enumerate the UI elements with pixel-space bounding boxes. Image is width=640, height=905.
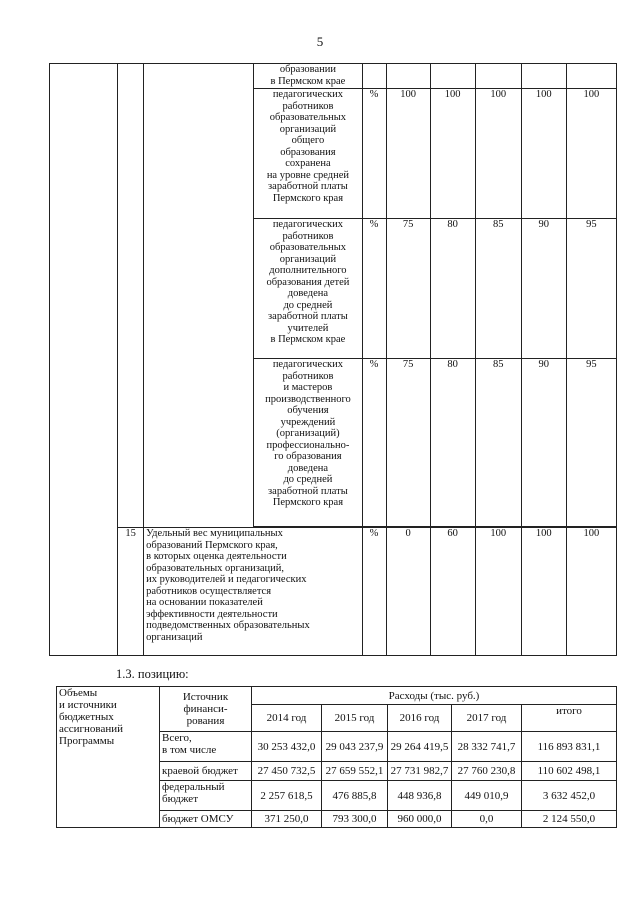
value-cell: 116 893 831,1 [522,732,617,762]
year-header: 2014 год [252,705,322,732]
value-cell: 30 253 432,0 [252,732,322,762]
value-cell: 2 124 550,0 [522,811,617,828]
indicator-text: педагогических работников образовательных организаций общего образования сохранена на уровне средней заработной платы Пермского края [254,89,362,219]
value-cell: 75 [386,219,430,359]
year-header: 2015 год [322,705,388,732]
value-cell: 27 731 982,7 [388,762,452,781]
value-cell: 448 936,8 [388,781,452,811]
value-cell: 29 043 237,9 [322,732,388,762]
source-header: Источник финанси- рования [160,687,252,732]
unit-cell: % [362,89,386,219]
value-cell [430,64,475,89]
table-row [50,64,617,89]
value-cell: 27 659 552,1 [322,762,388,781]
funding-table [56,686,617,828]
value-cell: 100 [566,528,616,656]
year-header: 2017 год [452,705,522,732]
value-cell: 27 760 230,8 [452,762,522,781]
value-cell: 110 602 498,1 [522,762,617,781]
unit-cell: % [362,528,386,656]
value-cell: 28 332 741,7 [452,732,522,762]
value-cell: 80 [430,359,475,527]
program-cell [50,64,118,656]
value-cell [475,64,521,89]
value-cell: 95 [566,359,616,527]
value-cell: 95 [566,219,616,359]
year-header: 2016 год [388,705,452,732]
value-cell: 80 [430,219,475,359]
table-row [50,528,617,656]
indicator-text: образовании в Пермском крае [254,64,362,89]
source-cell: Всего, в том числе [160,732,252,762]
value-cell: 0,0 [452,811,522,828]
value-cell: 60 [430,528,475,656]
value-cell: 100 [475,89,521,219]
value-cell: 476 885,8 [322,781,388,811]
value-cell: 100 [566,89,616,219]
unit-cell [362,64,386,89]
value-cell: 2 257 618,5 [252,781,322,811]
value-cell: 100 [430,89,475,219]
indicators-table [49,63,617,656]
value-cell: 100 [386,89,430,219]
value-cell: 793 300,0 [322,811,388,828]
unit-cell: % [362,219,386,359]
indicator-text: педагогических работников и мастеров производственного обучения учреждений (организаций) профессионально- го образования доведена до средней заработной платы Пермского края [254,359,362,527]
value-cell: 100 [521,89,566,219]
unit-cell: % [362,359,386,527]
page-number: 5 [316,34,324,49]
section-label: 1.3. позицию: [116,667,189,681]
value-cell [521,64,566,89]
row-number: 15 [118,528,144,656]
value-cell: 100 [475,528,521,656]
value-cell: 100 [521,528,566,656]
number-cell [118,64,144,528]
value-cell: 371 250,0 [252,811,322,828]
indicator-cell [144,64,254,528]
value-cell: 90 [521,359,566,527]
value-cell: 0 [386,528,430,656]
value-cell: 449 010,9 [452,781,522,811]
value-cell: 3 632 452,0 [522,781,617,811]
value-cell: 75 [386,359,430,527]
value-cell: 85 [475,359,521,527]
value-cell: 960 000,0 [388,811,452,828]
source-cell: федеральный бюджет [160,781,252,811]
value-cell: 85 [475,219,521,359]
value-cell: 90 [521,219,566,359]
value-cell: 27 450 732,5 [252,762,322,781]
expenses-header: Расходы (тыс. руб.) [252,687,617,705]
value-cell [386,64,430,89]
program-funding-label: Объемы и источники бюджетных ассигнований Программы [57,687,160,828]
value-cell [566,64,616,89]
source-cell: краевой бюджет [160,762,252,781]
value-cell: 29 264 419,5 [388,732,452,762]
source-cell: бюджет ОМСУ [160,811,252,828]
table-row [57,687,617,705]
indicator-text: педагогических работников образовательных организаций дополнительного образования детей доведена до средней заработной платы учителей в Пермском крае [254,219,362,359]
indicator-text: Удельный вес муниципальных образований Пермского края, в которых оценка деятельности образовательных организаций, их руководителей и педагогических работников осуществляется на основании показателей эффективности деятельности подведомственных образовательных организаций [144,528,362,656]
total-header: итого [522,705,617,732]
